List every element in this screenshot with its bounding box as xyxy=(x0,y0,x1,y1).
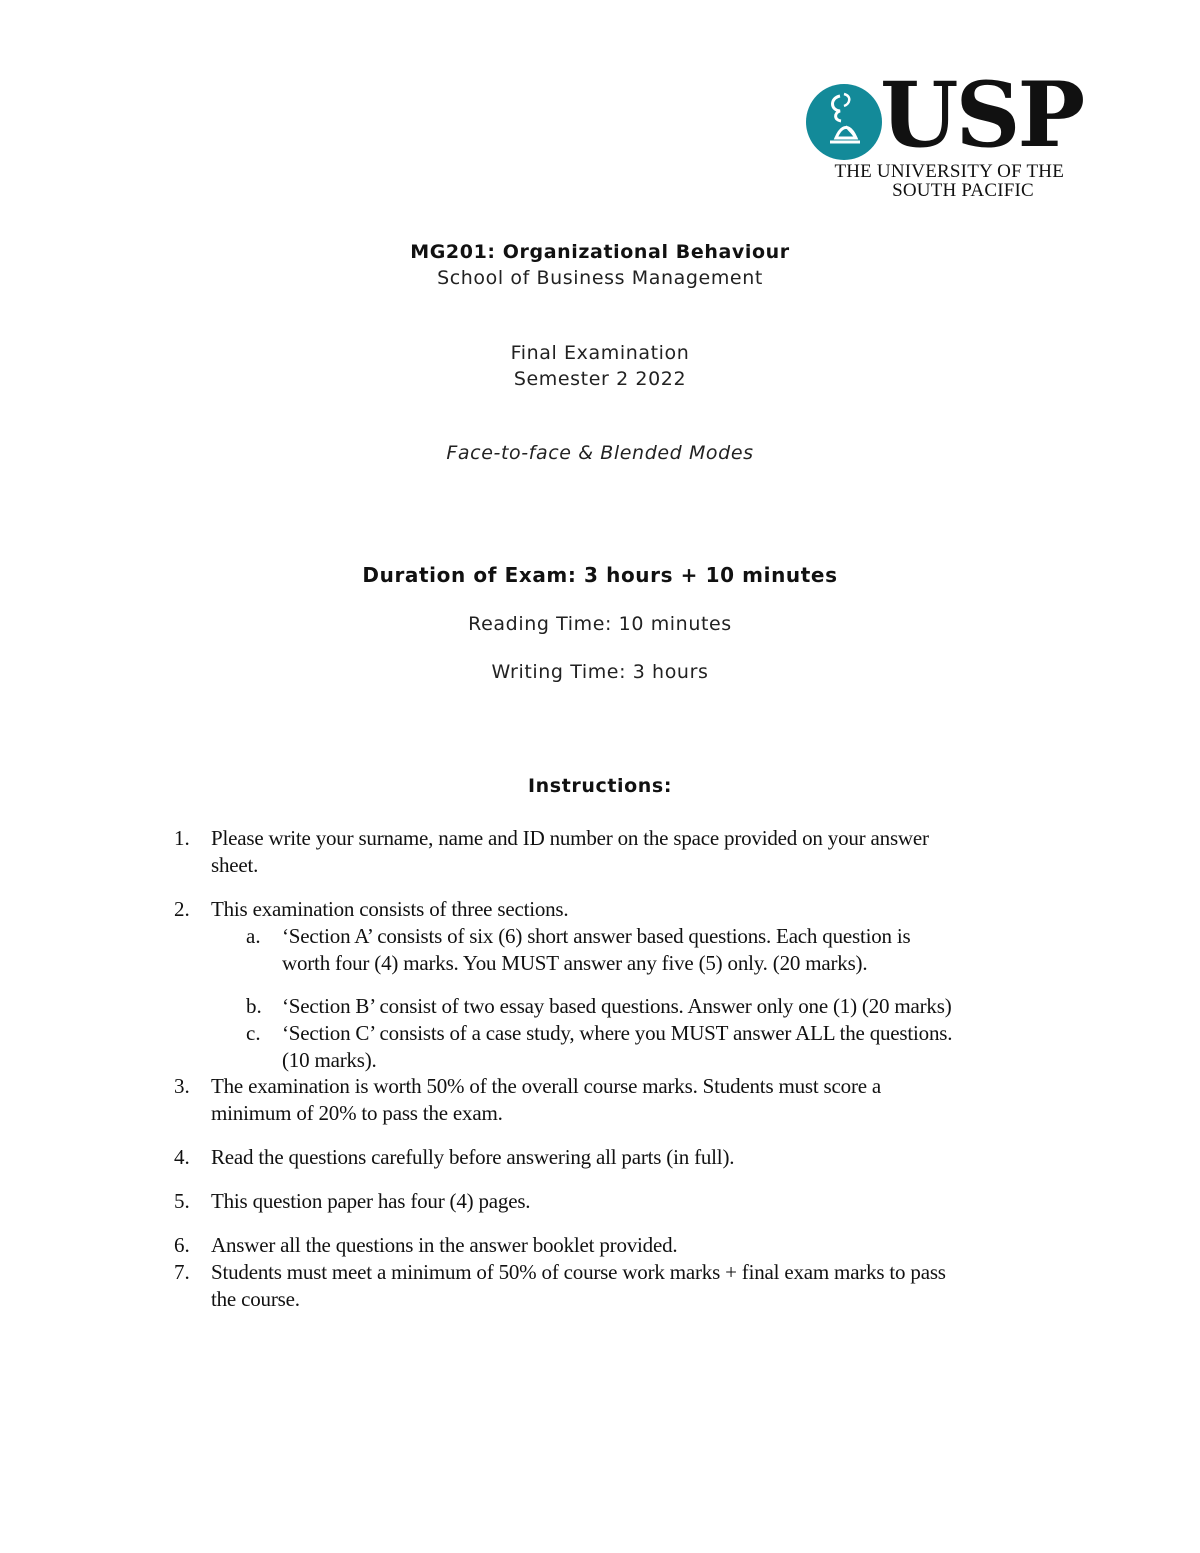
instruction-number: 5. xyxy=(174,1189,190,1213)
instruction-text: The examination is worth 50% of the overall course marks. Students must score a xyxy=(211,1074,882,1098)
course-title: MG201: Organizational Behaviour xyxy=(410,241,790,263)
sub-instruction-text: ‘Section C’ consists of a case study, where you MUST answer ALL the questions. xyxy=(282,1021,953,1045)
instructions-heading: Instructions: xyxy=(527,775,673,797)
usp-emblem-icon xyxy=(806,84,882,160)
university-name xyxy=(808,162,1066,200)
sub-instruction-text: (10 marks). xyxy=(282,1048,377,1072)
semester: Semester 2 2022 xyxy=(513,368,687,390)
usp-logo xyxy=(806,62,1083,204)
usp-wordmark: USP xyxy=(880,62,1083,168)
instruction-text: Please write your surname, name and ID number on the space provided on your answer xyxy=(211,826,929,850)
school-name: School of Business Management xyxy=(437,267,763,289)
instruction-number: 6. xyxy=(174,1233,190,1257)
instruction-number: 4. xyxy=(174,1145,190,1169)
instruction-text: sheet. xyxy=(211,853,259,877)
instruction-number: 7. xyxy=(174,1260,190,1284)
instruction-text: Students must meet a minimum of 50% of course work marks + final exam marks to pass xyxy=(211,1260,946,1284)
instruction-number: 1. xyxy=(174,826,190,850)
instruction-number: 3. xyxy=(174,1074,190,1098)
instruction-text: Read the questions carefully before answering all parts (in full). xyxy=(211,1145,735,1169)
sub-instruction-letter: c. xyxy=(246,1021,261,1045)
exam-duration: Duration of Exam: 3 hours + 10 minutes xyxy=(362,563,838,587)
instruction-text: This question paper has four (4) pages. xyxy=(211,1189,531,1213)
instruction-text: the course. xyxy=(211,1287,300,1311)
delivery-modes: Face-to-face & Blended Modes xyxy=(446,442,754,464)
sub-instruction-text: ‘Section A’ consists of six (6) short answer based questions. Each question is xyxy=(282,924,911,948)
instruction-text: This examination consists of three sections. xyxy=(211,897,569,921)
sub-instruction-text: ‘Section B’ consist of two essay based questions. Answer only one (1) (20 marks) xyxy=(282,994,952,1018)
university-name-line-2: SOUTH PACIFIC xyxy=(892,180,1034,201)
instruction-text: minimum of 20% to pass the exam. xyxy=(211,1101,503,1125)
university-name-line-1: THE UNIVERSITY OF THE xyxy=(834,161,1064,182)
instruction-number: 2. xyxy=(174,897,190,921)
instruction-text: Answer all the questions in the answer booklet provided. xyxy=(211,1233,678,1257)
exam-type: Final Examination xyxy=(510,342,690,364)
reading-time: Reading Time: 10 minutes xyxy=(468,613,732,635)
sub-instruction-letter: b. xyxy=(246,994,262,1018)
sub-instruction-text: worth four (4) marks. You MUST answer any five (5) only. (20 marks). xyxy=(282,951,868,975)
sub-instruction-letter: a. xyxy=(246,924,261,948)
writing-time: Writing Time: 3 hours xyxy=(491,661,709,683)
